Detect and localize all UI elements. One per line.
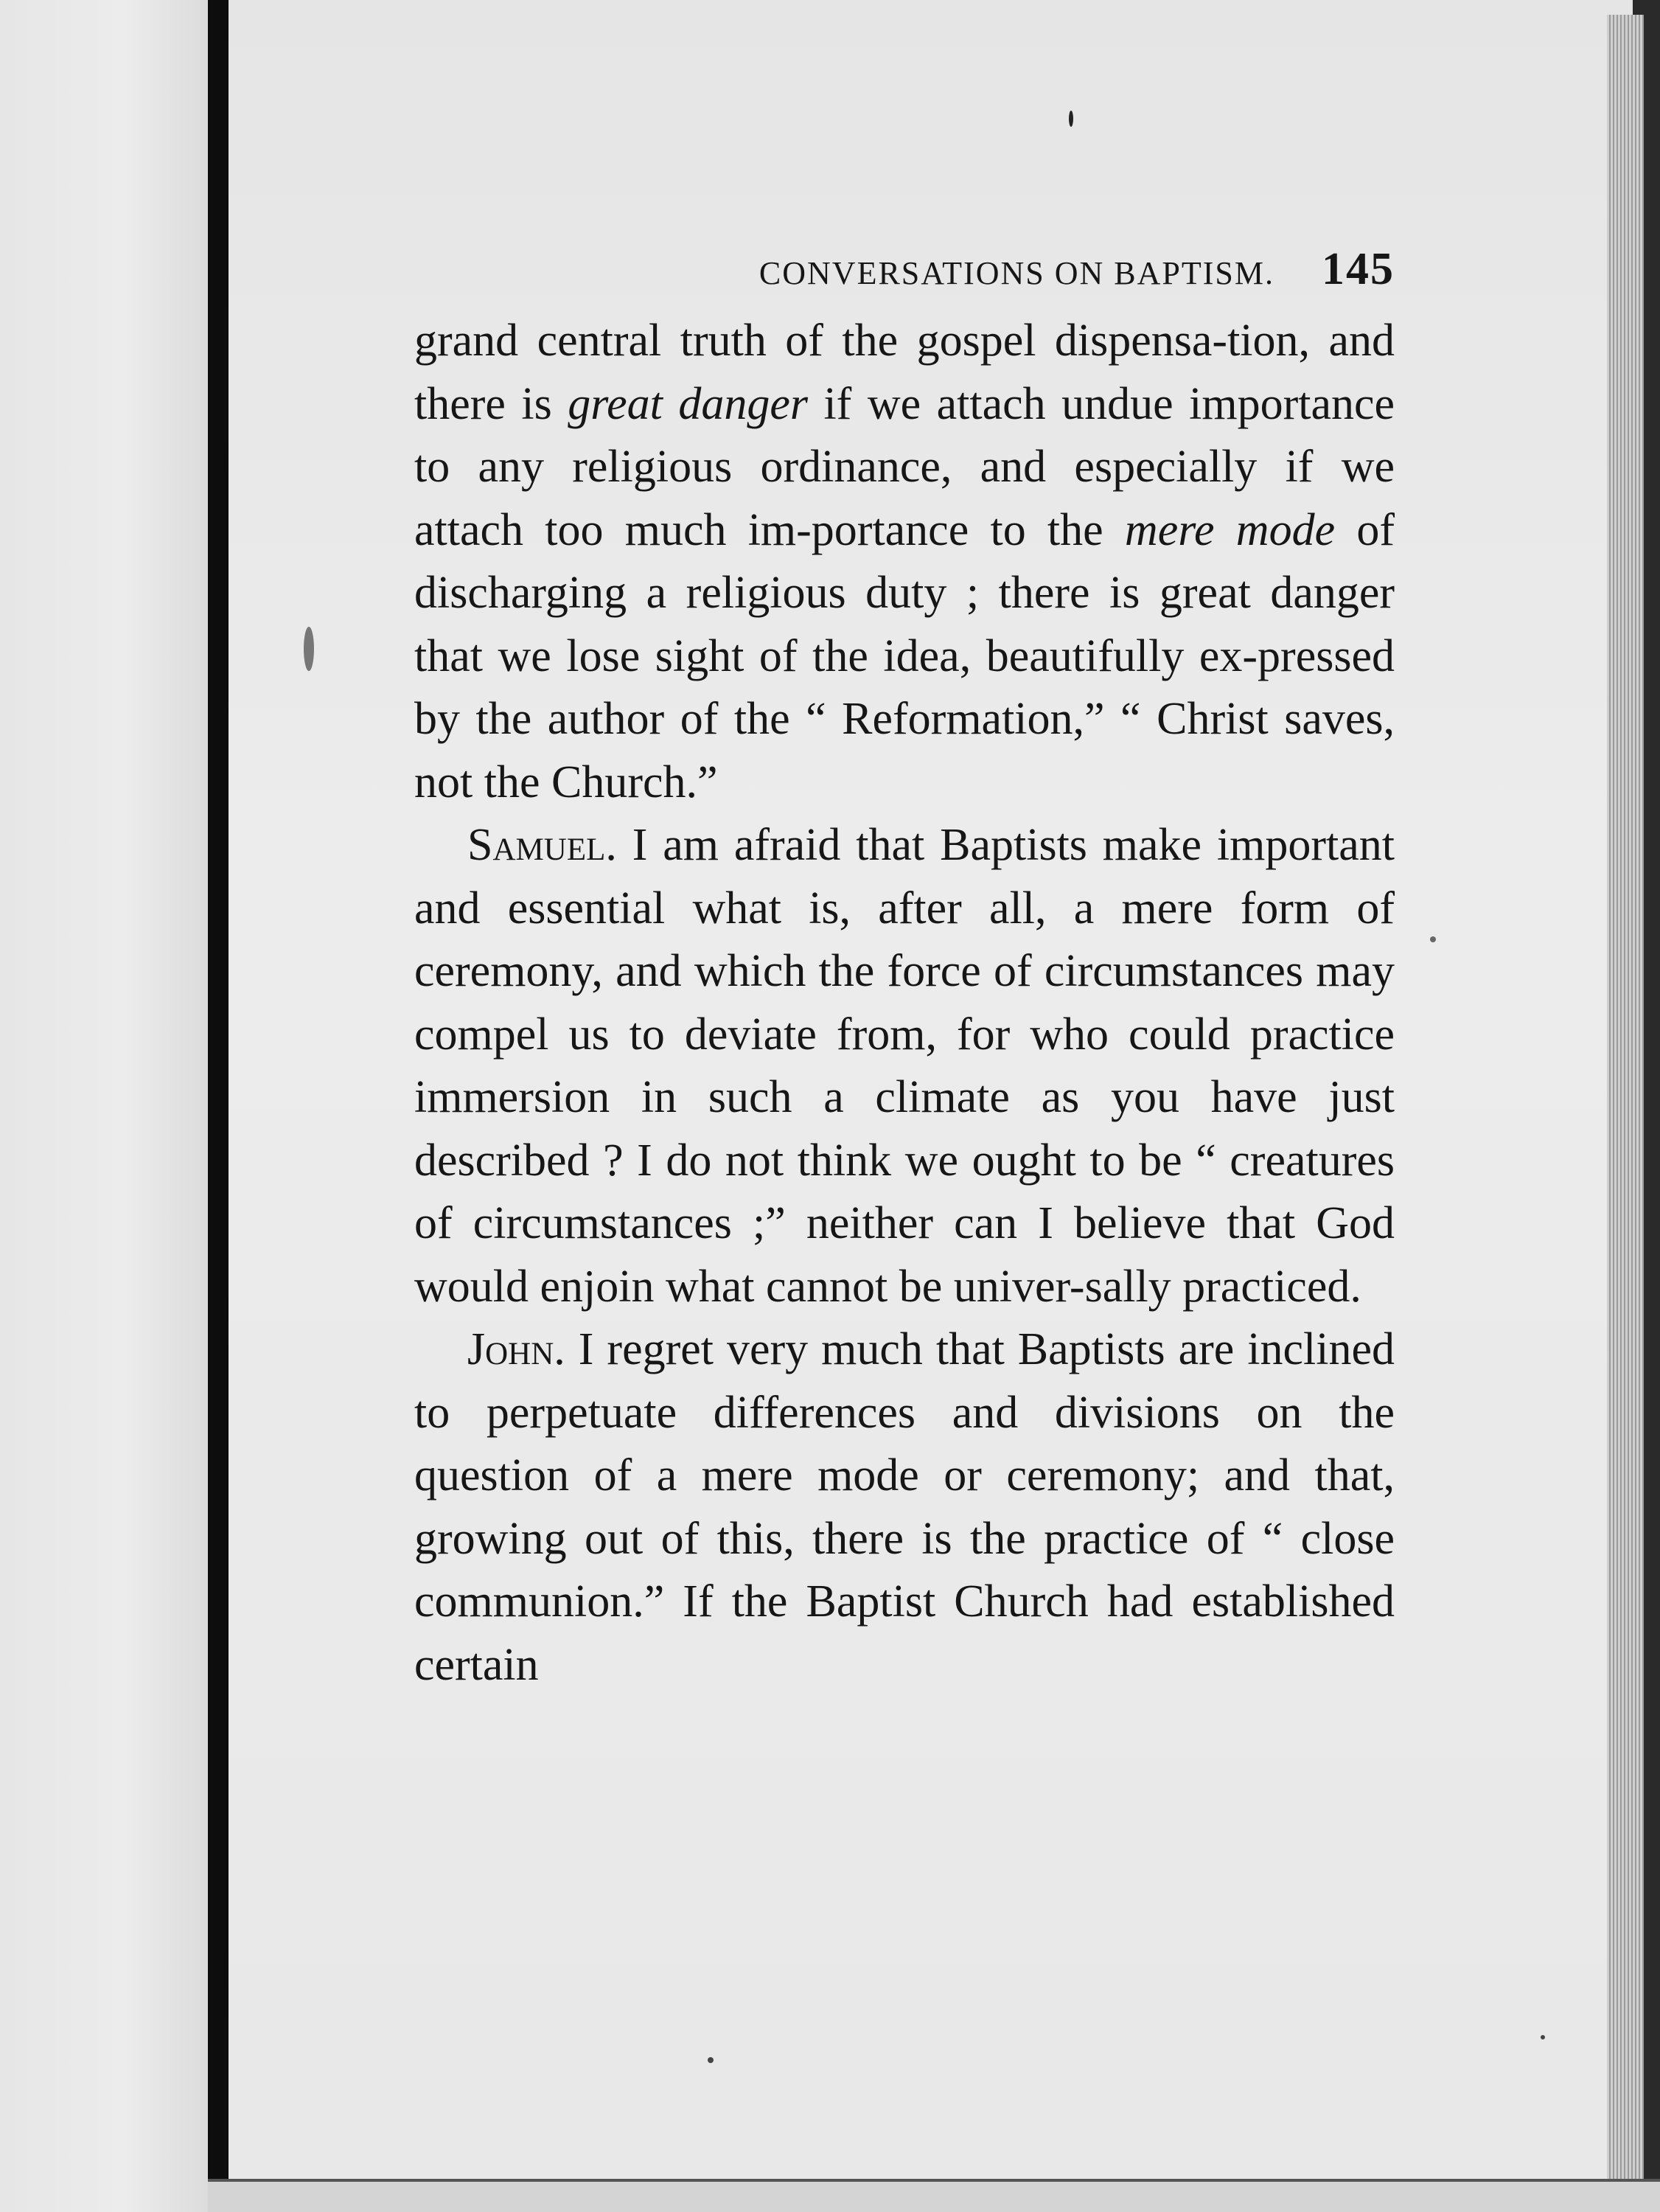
scan-speck: [1430, 936, 1436, 942]
page-number: 145: [1322, 244, 1395, 294]
text-run: grand central truth of the gospel dispensa-tion, and there is: [414, 316, 1395, 429]
running-head: [414, 243, 1395, 302]
italic-text-run: mere mode: [1124, 504, 1336, 555]
page-text-block: [414, 243, 1395, 1697]
scan-speck: [1541, 2035, 1545, 2039]
text-run: I regret very much that Baptists are inclined to perpetuate differences and divisions on the question of a mere mode or ceremony; and that, growing out of this, there is the practice of “ close communion.” If the Baptist Church had established certain: [414, 1324, 1395, 1690]
scan-speck: [304, 627, 314, 671]
scan-speck: [1069, 111, 1073, 127]
paragraph: [414, 310, 1395, 814]
previous-page-edge: [0, 0, 208, 2212]
speaker-name: Samuel.: [467, 820, 617, 870]
book-gutter: [208, 0, 229, 2212]
text-run: I am afraid that Baptists make important and essential what is, after all, a mere form of ceremony, and which the force of circumstances may compel us to deviate from, for who could practice immersion in such a climate as you have just described ? I do not think we ought to be “ creatures of circumstances ;” neither can I believe that God would enjoin what cannot be univer-sally practiced.: [414, 820, 1395, 1312]
paragraph: [414, 814, 1395, 1318]
body-text: [414, 310, 1395, 1697]
scan-speck: [708, 2057, 714, 2063]
paragraph: [414, 1318, 1395, 1697]
page-bottom-edge: [208, 2179, 1660, 2212]
speaker-name: John.: [467, 1324, 565, 1374]
page-stack-edge: [1607, 15, 1644, 2194]
text-run: if we attach undue importance to any religious ordinance, and especially if we attach too much im-portance to the: [414, 378, 1395, 555]
running-head-title: CONVERSATIONS ON BAPTISM.: [758, 255, 1274, 291]
italic-text-run: great danger: [568, 378, 808, 429]
text-run: of discharging a religious duty ; there is great danger that we lose sight of the idea, beautifully ex-pressed by the author of the “ Reformation,” “ Christ saves, not the Church.”: [414, 504, 1395, 807]
